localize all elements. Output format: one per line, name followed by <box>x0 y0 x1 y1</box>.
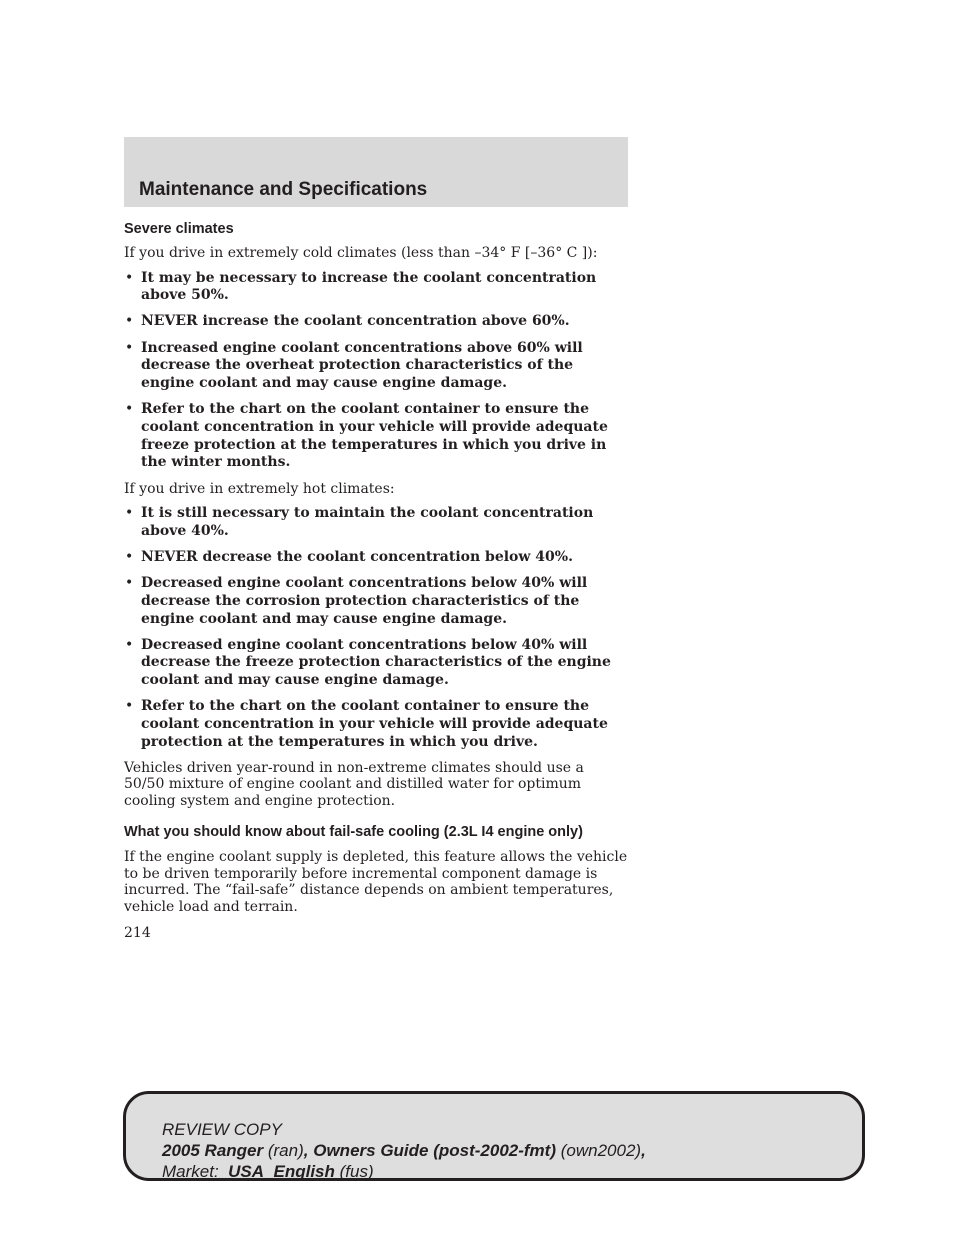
review-copy-market-line <box>162 1161 646 1182</box>
year-round-paragraph: Vehicles driven year-round in non-extreme climates should use a 50/50 mixture of engine coolant and distilled water for optimum cooling system and engine protection. <box>124 759 584 809</box>
separator: , <box>303 1141 309 1160</box>
model-name: 2005 Ranger <box>162 1141 264 1160</box>
market-code: (fus) <box>339 1162 374 1181</box>
list-item: • It may be necessary to increase the coolant concentration above 50%. <box>124 270 628 305</box>
list-item: • Refer to the chart on the coolant container to ensure the coolant concentration in your vehicle will provide adequate freeze protection at the temperatures in which you drive in the winter months. <box>124 401 628 472</box>
cold-climate-intro: If you drive in extremely cold climates (less than –34° F [–36° C ]): <box>124 245 598 261</box>
list-item: • It is still necessary to maintain the coolant concentration above 40%. <box>124 505 628 540</box>
model-code: (ran) <box>267 1141 304 1160</box>
list-item: • NEVER decrease the coolant concentration below 40%. <box>124 549 628 567</box>
cold-climate-list <box>124 270 628 473</box>
section-title: Maintenance and Specifications <box>139 179 428 200</box>
review-copy-box <box>123 1091 865 1181</box>
list-item: • Increased engine coolant concentrations above 60% will decrease the overheat protection characteristics of the engine coolant and may cause engine damage. <box>124 340 628 393</box>
review-copy-text <box>162 1119 646 1182</box>
list-item: • Decreased engine coolant concentrations below 40% will decrease the corrosion protection characteristics of the engine coolant and may cause engine damage. <box>124 575 628 628</box>
list-item: • Decreased engine coolant concentrations below 40% will decrease the freeze protection characteristics of the engine coolant and may cause engine damage. <box>124 637 628 690</box>
page-content <box>124 220 628 923</box>
fail-safe-heading: What you should know about fail-safe cooling (2.3L I4 engine only) <box>124 824 583 841</box>
guide-name: Owners Guide (post-2002-fmt) <box>313 1141 556 1160</box>
market-name: USA_English <box>228 1162 335 1181</box>
review-copy-product-line <box>162 1140 646 1161</box>
page-number: 214 <box>124 925 151 941</box>
guide-code: (own2002) <box>560 1141 642 1160</box>
fail-safe-paragraph: If the engine coolant supply is depleted, this feature allows the vehicle to be driven temporarily before incremental component damage is incurred. The “fail-safe” distance depends on ambient temperatures, vehicle load and terrain. <box>124 849 628 915</box>
severe-climates-heading: Severe climates <box>124 221 234 237</box>
section-header-band <box>124 137 628 207</box>
list-item: • Refer to the chart on the coolant container to ensure the coolant concentration in your vehicle will provide adequate protection at the temperatures in which you drive. <box>124 698 628 751</box>
review-copy-label: REVIEW COPY <box>162 1120 282 1139</box>
hot-climate-list <box>124 505 628 751</box>
separator: , <box>641 1141 646 1160</box>
list-item: • NEVER increase the coolant concentration above 60%. <box>124 313 628 331</box>
market-label: Market: <box>162 1162 219 1181</box>
hot-climate-intro: If you drive in extremely hot climates: <box>124 480 395 497</box>
